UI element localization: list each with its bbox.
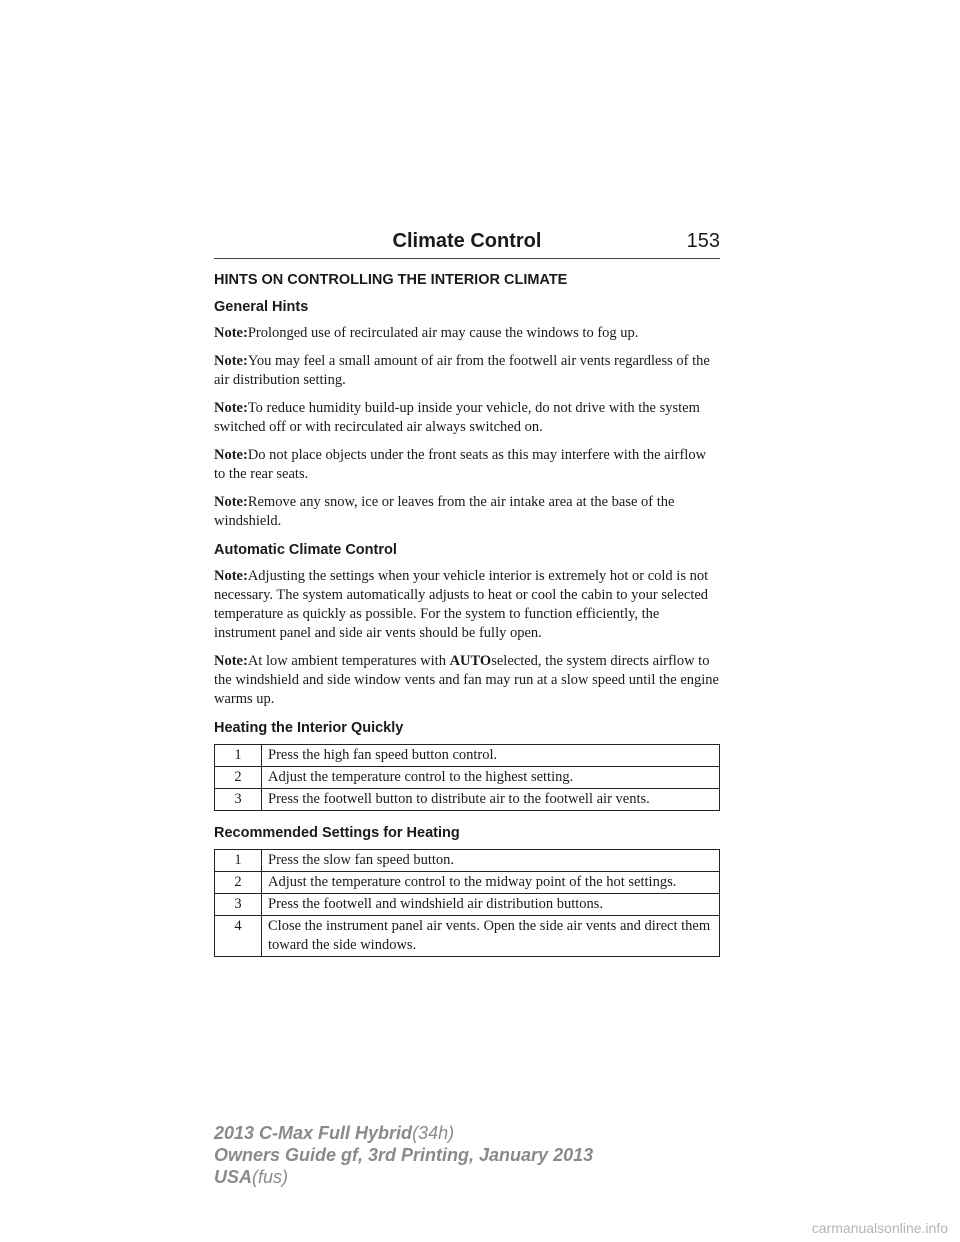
- step-text: Press the footwell and windshield air distribution buttons.: [262, 894, 720, 916]
- note-text: To reduce humidity build-up inside your vehicle, do not drive with the system switched off or with recirculated air always switched on.: [214, 400, 700, 435]
- watermark-link[interactable]: carmanualsonline.info: [811, 1220, 948, 1236]
- note-label: Note:: [214, 400, 248, 416]
- step-text: Close the instrument panel air vents. Open the side air vents and direct them toward the side windows.: [262, 916, 720, 957]
- footer-line-1: [214, 1122, 593, 1144]
- general-note-5: [214, 493, 720, 531]
- table-row: [215, 745, 720, 767]
- note-label: Note:: [214, 653, 248, 669]
- step-number: 1: [215, 745, 262, 767]
- table-row: [215, 850, 720, 872]
- footer-line-3: [214, 1166, 593, 1188]
- heating-quickly-heading: Heating the Interior Quickly: [214, 720, 404, 736]
- general-hints-heading: General Hints: [214, 299, 309, 315]
- table-row: [215, 894, 720, 916]
- page-number: 153: [686, 230, 720, 252]
- table-row: [215, 916, 720, 957]
- step-text: Adjust the temperature control to the midway point of the hot settings.: [262, 872, 720, 894]
- note-text: Do not place objects under the front seats as this may interfere with the airflow to the rear seats.: [214, 447, 707, 482]
- step-number: 3: [215, 789, 262, 811]
- general-note-4: [214, 446, 720, 484]
- step-number: 4: [215, 916, 262, 957]
- auto-keyword: AUTO: [449, 653, 492, 669]
- footer-model: 2013 C-Max Full Hybrid: [214, 1123, 413, 1143]
- step-number: 2: [215, 872, 262, 894]
- step-number: 1: [215, 850, 262, 872]
- section-title: HINTS ON CONTROLLING THE INTERIOR CLIMATE: [214, 272, 568, 288]
- note-text: At low ambient temperatures with: [247, 653, 450, 669]
- note-label: Note:: [214, 325, 248, 341]
- note-text: Prolonged use of recirculated air may cause the windows to fog up.: [247, 325, 639, 341]
- recommended-heating-heading: Recommended Settings for Heating: [214, 825, 460, 841]
- note-label: Note:: [214, 447, 248, 463]
- page-footer: [214, 1122, 593, 1188]
- note-text: Adjusting the settings when your vehicle interior is extremely hot or cold is not necessary. The system automatically adjusts to heat or cool the cabin to your selected temperature as quickly as possible. For the system to function efficiently, the instrument panel and side air vents should be fully open.: [214, 568, 709, 641]
- automatic-note-1: [214, 567, 720, 643]
- note-label: Note:: [214, 568, 248, 584]
- footer-market-code: (fus): [252, 1167, 289, 1187]
- general-note-3: [214, 399, 720, 437]
- table-row: [215, 872, 720, 894]
- note-label: Note:: [214, 494, 248, 510]
- manual-page: [214, 228, 720, 957]
- heating-quickly-table: [214, 744, 720, 811]
- note-text: You may feel a small amount of air from the footwell air vents regardless of the air distribution setting.: [214, 353, 710, 388]
- step-text: Adjust the temperature control to the highest setting.: [262, 767, 720, 789]
- step-text: Press the slow fan speed button.: [262, 850, 720, 872]
- note-text: selected, the system directs airflow to the windshield and side window vents and fan may run at a slow speed until the engine warms up.: [214, 653, 719, 707]
- footer-model-code: (34h): [412, 1123, 455, 1143]
- footer-market: USA: [214, 1167, 253, 1187]
- chapter-title: Climate Control: [392, 230, 542, 252]
- note-text: Remove any snow, ice or leaves from the air intake area at the base of the windshield.: [214, 494, 675, 529]
- step-number: 3: [215, 894, 262, 916]
- general-note-2: [214, 352, 720, 390]
- step-number: 2: [215, 767, 262, 789]
- note-label: Note:: [214, 353, 248, 369]
- page-header: [214, 228, 720, 259]
- automatic-climate-heading: Automatic Climate Control: [214, 542, 397, 558]
- table-row: [215, 789, 720, 811]
- recommended-heating-table: [214, 849, 720, 957]
- automatic-note-2: [214, 652, 720, 709]
- table-row: [215, 767, 720, 789]
- step-text: Press the footwell button to distribute air to the footwell air vents.: [262, 789, 720, 811]
- general-note-1: [214, 324, 720, 343]
- step-text: Press the high fan speed button control.: [262, 745, 720, 767]
- footer-line-2: Owners Guide gf, 3rd Printing, January 2013: [214, 1145, 594, 1165]
